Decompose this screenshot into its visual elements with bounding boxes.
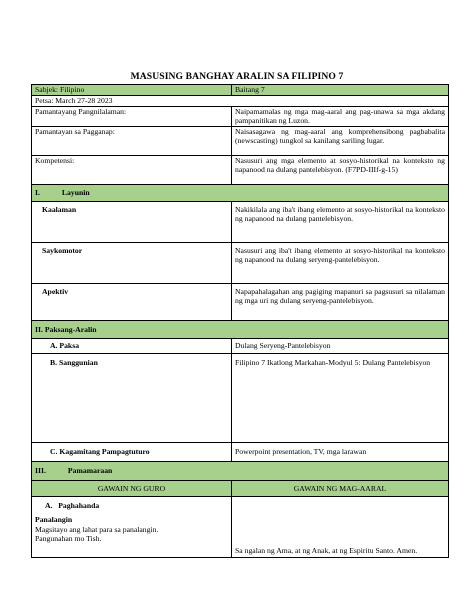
materials-row <box>32 443 449 462</box>
grade-cell: Baitang 7 <box>232 85 449 96</box>
procedure-heading-row <box>32 462 449 481</box>
affective-label: Apektiv <box>32 284 232 321</box>
procedure-heading <box>32 462 449 481</box>
teacher-lead-line: Pangunahan mo Tish. <box>35 533 102 543</box>
objectives-heading <box>32 185 449 202</box>
reference-row <box>32 354 449 443</box>
subject-row <box>32 85 449 96</box>
competency-label: Kompetensi: <box>32 156 232 185</box>
procedure-numeral: III. <box>35 466 46 476</box>
date-cell: Petsa: March 27-28 2023 <box>32 96 449 107</box>
knowledge-label: Kaalaman <box>32 202 232 243</box>
psychomotor-label: Saykomotor <box>32 243 232 284</box>
knowledge-row <box>32 202 449 243</box>
procedure-body-row <box>32 497 449 558</box>
affective-value: Napapahalagahan ang pagiging mapanuri sa pagsusuri sa nilalaman ng mga uri ng dulang seryeng-pantelebisyon. <box>232 284 449 321</box>
preparation-heading: A. Paghahanda <box>45 501 100 510</box>
topic-value: Dulang Seryeng-Pantelebisyon <box>232 339 449 354</box>
psychomotor-value: Nasusuri ang iba't ibang elemento at sosyo-historikal na konteksto ng napanood na dulang seryeng-pantelebisyon. <box>232 243 449 284</box>
performance-standard-value: Naisasagawa ng mag-aaral ang komprehensibong pagbabalita (newscasting) tungkol sa kanilang sariling lugar. <box>232 127 449 156</box>
performance-standard-row <box>32 127 449 156</box>
teacher-column-header: GAWAIN NG GURO <box>32 481 232 497</box>
document-title: MASUSING BANGHAY ARALIN SA FILIPINO 7 <box>130 71 344 82</box>
objectives-numeral: I. <box>35 188 40 198</box>
objectives-title: Layunin <box>61 188 90 198</box>
teacher-activities-cell <box>32 497 232 558</box>
student-activities-cell <box>232 497 449 558</box>
student-prayer-line: Sa ngalan ng Ama, at ng Anak, at ng Espiritu Santo. Amen. <box>235 545 418 555</box>
reference-label: B. Sanggunian <box>32 354 232 443</box>
knowledge-value: Nakikilala ang iba't ibang elemento at sosyo-historikal na konteksto ng napanood na dulang pantelebisyon. <box>232 202 449 243</box>
topic-row <box>32 339 449 354</box>
subject-cell: Sabjek: Filipino <box>32 85 232 96</box>
student-column-header: GAWAIN NG MAG-AARAL <box>232 481 449 497</box>
psychomotor-row <box>32 243 449 284</box>
performance-standard-label: Pamantayan sa Pagganap: <box>32 127 232 156</box>
reference-value: Filipino 7 Ikatlong Markahan-Modyul 5: Dulang Pantelebisyon <box>232 354 449 443</box>
lesson-plan-table <box>31 84 449 558</box>
date-row <box>32 96 449 107</box>
objectives-heading-row <box>32 185 449 202</box>
subject-matter-heading: II. Paksang-Aralin <box>32 321 449 339</box>
content-standard-row <box>32 107 449 127</box>
competency-row <box>32 156 449 185</box>
procedure-columns-row <box>32 481 449 497</box>
content-standard-label: Pamantayang Pangnilalaman: <box>32 107 232 127</box>
content-standard-value: Naipamamalas ng mga mag-aaral ang pag-unawa sa mga akdang pampanitikan ng Luzon. <box>232 107 449 127</box>
competency-value: Nasusuri ang mga elemento at sosyo-historikal na konteksto ng napanood na dulang pantelebisyon. (F7PD-IIIf-g-15) <box>232 156 449 185</box>
materials-label: C. Kagamitang Pampagtuturo <box>32 443 232 462</box>
teacher-prayer-line: Magsitayo ang lahat para sa panalangin. <box>35 524 159 534</box>
subject-matter-heading-row <box>32 321 449 339</box>
prayer-heading: Panalangin <box>35 515 73 525</box>
materials-value: Powerpoint presentation, TV, mga larawan <box>232 443 449 462</box>
topic-label: A. Paksa <box>32 339 232 354</box>
procedure-title: Pamamaraan <box>67 466 113 476</box>
affective-row <box>32 284 449 321</box>
